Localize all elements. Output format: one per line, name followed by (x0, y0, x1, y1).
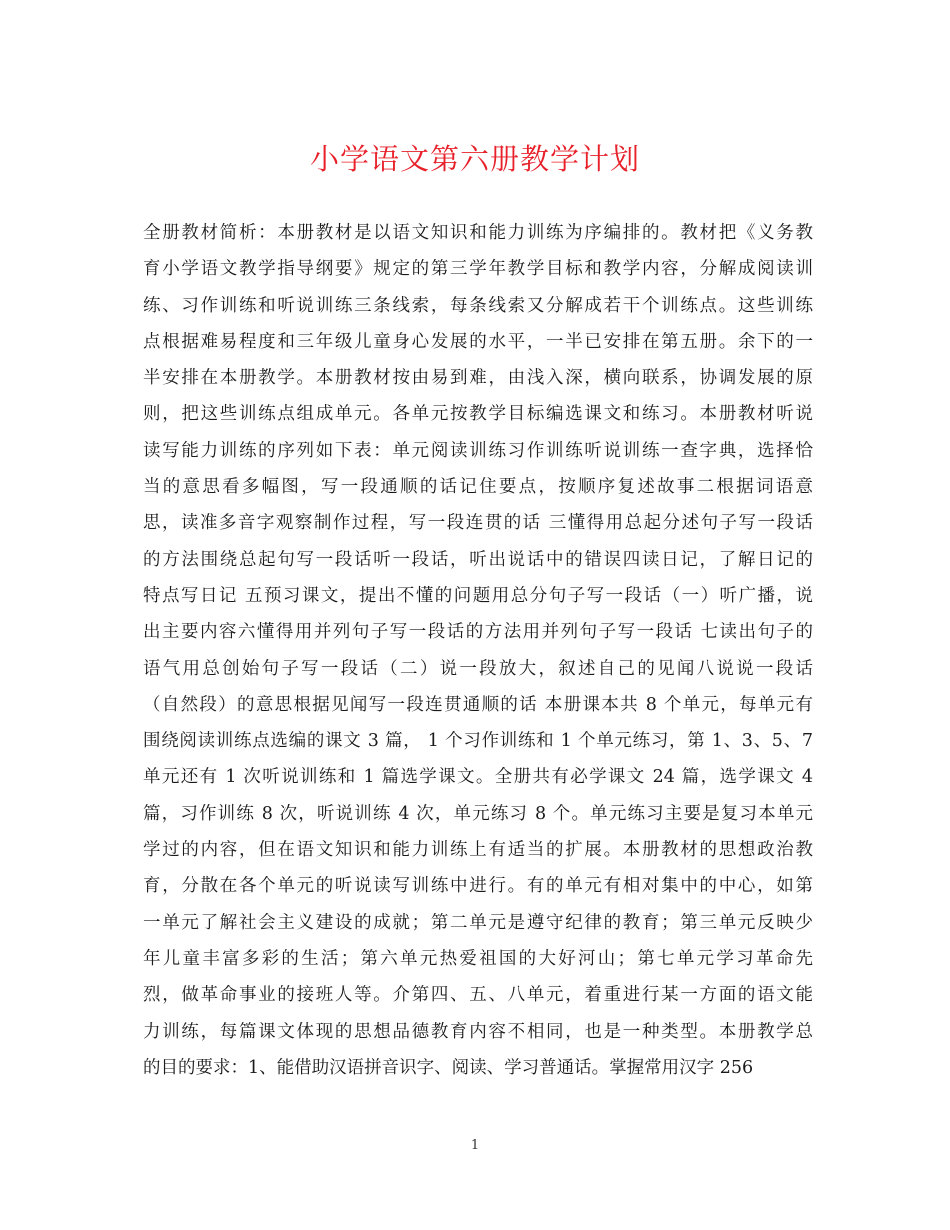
body-line: 烈，做革命事业的接班人等。介第四、五、八单元，着重进行某一方面的语文能 (143, 985, 813, 1006)
body-line: 出主要内容六懂得用并列句子写一段话的方法用并列句子写一段话 七读出句子的 (143, 622, 813, 643)
body-line: 特点写日记 五预习课文，提出不懂的问题用总分句子写一段话（一）听广播，说 (143, 585, 813, 606)
body-line: 半安排在本册教学。本册教材按由易到难，由浅入深，横向联系，协调发展的原 (143, 368, 813, 389)
body-line: 年儿童丰富多彩的生活；第六单元热爱祖国的大好河山；第七单元学习革命先 (143, 948, 813, 969)
body-line: 全册教材简析：本册教材是以语文知识和能力训练为序编排的。教材把《义务教 (143, 223, 813, 243)
document-title: 小学语文第六册教学计划 (309, 142, 640, 176)
body-line: 的目的要求：1、能借助汉语拼音识字、阅读、学习普通话。掌握常用汉字 256 (143, 1057, 754, 1078)
body-line: 的方法围绕总起句写一段话听一段话，听出说话中的错误四读日记，了解日记的 (143, 549, 813, 570)
body-line: 单元还有 1 次听说训练和 1 篇选学课文。全册共有必学课文 24 篇，选学课文 4 (143, 767, 813, 788)
body-line: 读写能力训练的序列如下表：单元阅读训练习作训练听说训练一查字典，选择恰 (143, 440, 813, 461)
body-line: 围绕阅读训练点选编的课文 3 篇， 1 个习作训练和 1 个单元练习，第 1、3、5、7 (143, 731, 813, 752)
body-line: 力训练，每篇课文体现的思想品德教育内容不相同，也是一种类型。本册教学总 (143, 1021, 813, 1042)
document-body (143, 215, 813, 1086)
body-line: 点根据难易程度和三年级儿童身心发展的水平，一半已安排在第五册。余下的一 (143, 331, 813, 352)
body-line: 则，把这些训练点组成单元。各单元按教学目标编选课文和练习。本册教材听说 (143, 404, 813, 425)
body-line: 学过的内容，但在语文知识和能力训练上有适当的扩展。本册教材的思想政治教 (143, 840, 813, 861)
page-number: 1 (470, 1138, 480, 1153)
body-line: 篇，习作训练 8 次，听说训练 4 次，单元练习 8 个。单元练习主要是复习本单元 (143, 803, 813, 824)
body-line: 思，读准多音字观察制作过程，写一段连贯的话 三懂得用总起分述句子写一段话 (143, 513, 813, 534)
body-line: 育小学语文教学指导纲要》规定的第三学年教学目标和教学内容，分解成阅读训 (143, 259, 813, 280)
body-line: 当的意思看多幅图，写一段通顺的话记住要点，按顺序复述故事二根据词语意 (143, 477, 813, 498)
body-line: 语气用总创始句子写一段话（二）说一段放大，叙述自己的见闻八说说一段话 (143, 658, 813, 679)
body-line: （自然段）的意思根据见闻写一段连贯通顺的话 本册课本共 8 个单元，每单元有 (143, 694, 813, 715)
body-line: 一单元了解社会主义建设的成就；第二单元是遵守纪律的教育；第三单元反映少 (143, 912, 813, 933)
body-line: 育，分散在各个单元的听说读写训练中进行。有的单元有相对集中的中心，如第 (143, 876, 813, 897)
body-line: 练、习作训练和听说训练三条线索，每条线索又分解成若干个训练点。这些训练 (143, 295, 813, 316)
